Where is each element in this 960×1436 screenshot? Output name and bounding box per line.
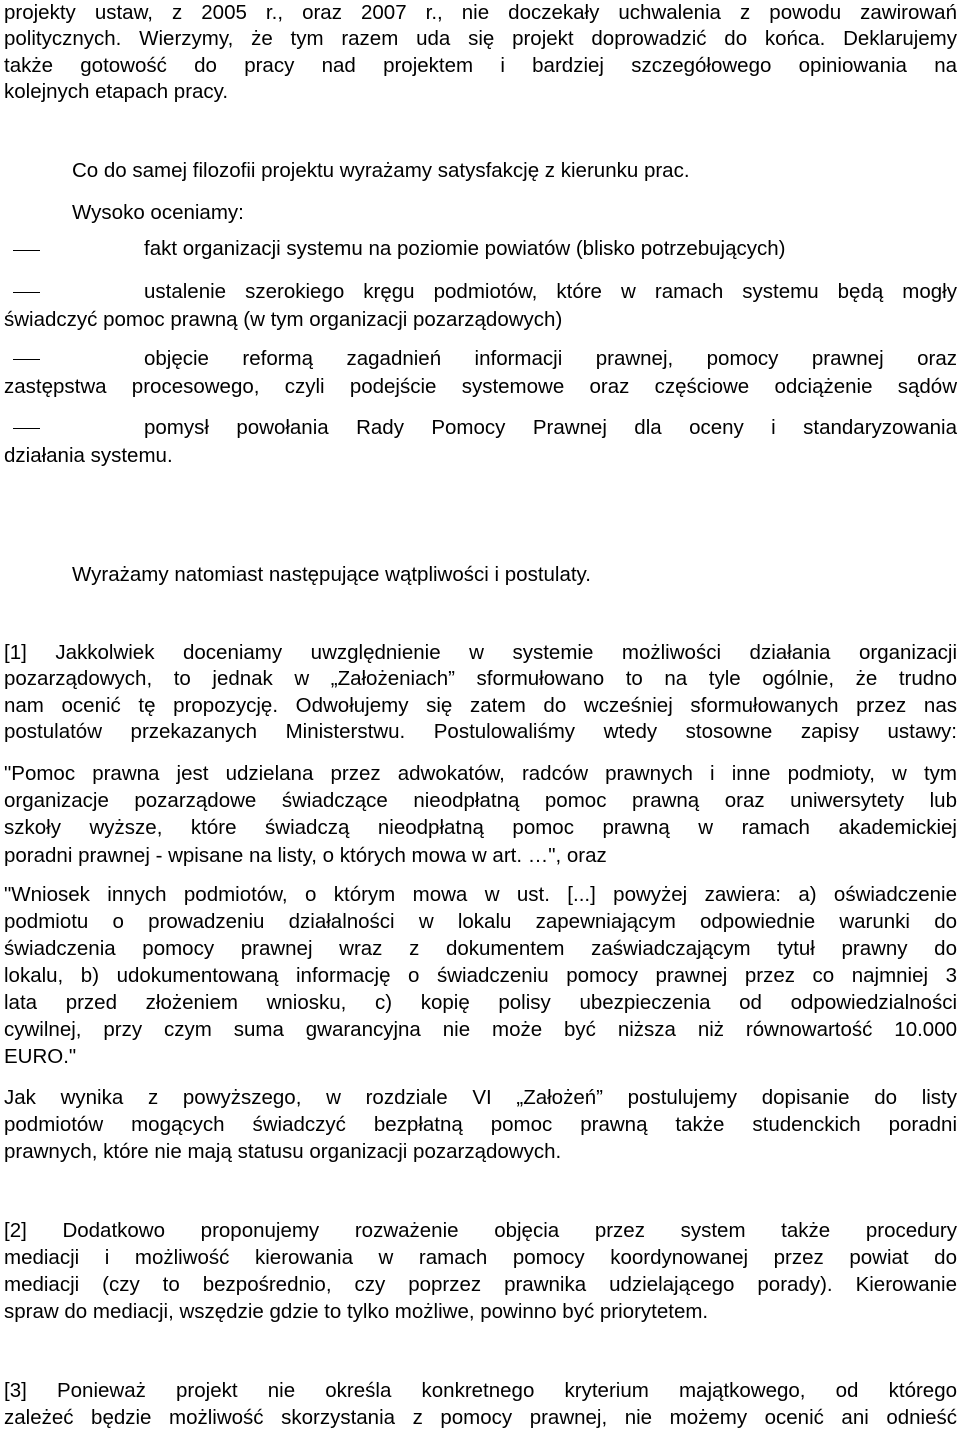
text-line: podmiotów mogących świadczyć bezpłatną pomoc prawną także studenckich poradni <box>4 1113 957 1136</box>
dash-bullet-icon <box>13 250 40 251</box>
text-line: świadczenia pomocy prawnej wraz z dokumentem zaświadczającym tytuł prawny do <box>4 937 957 960</box>
list-item: fakt organizacji systemu na poziomie powiatów (blisko potrzebujących) <box>144 237 786 260</box>
text-line: [1] Jakkolwiek doceniamy uwzględnienie w systemie możliwości działania organizacji <box>4 641 957 664</box>
text-line: nam ocenić tę propozycję. Odwołujemy się zatem do wcześniej sformułowanych przez nas <box>4 694 957 717</box>
text-line: politycznych. Wierzymy, że tym razem uda się projekt doprowadzić do końca. Deklarujemy <box>4 27 957 50</box>
text-line: podmiotu o prowadzeniu działalności w lokalu zapewniającym odpowiednie warunki do <box>4 910 957 933</box>
text-line: [2] Dodatkowo proponujemy rozważenie objęcia przez system także procedury <box>4 1219 957 1242</box>
text-line: projekty ustaw, z 2005 r., oraz 2007 r., nie doczekały uchwalenia z powodu zawirowań <box>4 1 957 24</box>
text-line: zależeć będzie możliwość skorzystania z pomocy prawnej, nie możemy ocenić ani odnieść <box>4 1406 957 1429</box>
text-line: postulatów przekazanych Ministerstwu. Postulowaliśmy wtedy stosowne zapisy ustawy: <box>4 720 957 743</box>
text-line: lata przed złożeniem wniosku, c) kopię polisy ubezpieczenia od odpowiedzialności <box>4 991 957 1014</box>
text-line: cywilnej, przy czym suma gwarancyjna nie może być niższa niż równowartość 10.000 <box>4 1018 957 1041</box>
dash-bullet-icon <box>13 428 40 429</box>
dash-bullet-icon <box>13 359 40 360</box>
text-line: prawnych, które nie mają statusu organizacji pozarządowych. <box>4 1140 562 1163</box>
text-line: organizacje pozarządowe świadczące nieodpłatną pomoc prawną oraz uniwersytety lub <box>4 789 957 812</box>
list-item: pomysł powołania Rady Pomocy Prawnej dla oceny i standaryzowania <box>144 416 957 439</box>
list-item: świadczyć pomoc prawną (w tym organizacji pozarządowych) <box>4 308 563 331</box>
section-heading: Wyrażamy natomiast następujące wątpliwości i postulaty. <box>72 563 591 586</box>
text-line: Co do samej filozofii projektu wyrażamy satysfakcję z kierunku prac. <box>72 159 690 182</box>
text-line: [3] Ponieważ projekt nie określa konkretnego kryterium majątkowego, od którego <box>4 1379 957 1402</box>
text-line: szkoły wyższe, które świadczą nieodpłatną pomoc prawną w ramach akademickiej <box>4 816 957 839</box>
section-heading: Wysoko oceniamy: <box>72 201 244 224</box>
text-line: pozarządowych, to jednak w „Założeniach” sformułowano to na tyle ogólnie, że trudno <box>4 667 957 690</box>
text-line: "Pomoc prawna jest udzielana przez adwokatów, radców prawnych i inne podmioty, w tym <box>4 762 957 785</box>
list-item: zastępstwa procesowego, czyli podejście systemowe oraz częściowe odciążenie sądów <box>4 375 957 398</box>
text-line: "Wniosek innych podmiotów, o którym mowa w ust. [...] powyżej zawiera: a) oświadczenie <box>4 883 957 906</box>
text-line: poradni prawnej - wpisane na listy, o których mowa w art. …", oraz <box>4 844 607 867</box>
list-item: działania systemu. <box>4 444 173 467</box>
text-line: EURO." <box>4 1045 77 1068</box>
text-line: spraw do mediacji, wszędzie gdzie to tylko możliwe, powinno być priorytetem. <box>4 1300 709 1323</box>
dash-bullet-icon <box>13 292 40 293</box>
text-line: mediacji (czy to bezpośrednio, czy poprzez prawnika udzielającego porady). Kierowanie <box>4 1273 957 1296</box>
text-line: mediacji i możliwość kierowania w ramach pomocy koordynowanej przez powiat do <box>4 1246 957 1269</box>
text-line: także gotowość do pracy nad projektem i bardziej szczegółowego opiniowania na <box>4 54 957 77</box>
list-item: ustalenie szerokiego kręgu podmiotów, które w ramach systemu będą mogły <box>144 280 957 303</box>
text-line: Jak wynika z powyższego, w rozdziale VI „Założeń” postulujemy dopisanie do listy <box>4 1086 957 1109</box>
text-line: kolejnych etapach pracy. <box>4 80 229 103</box>
text-line: lokalu, b) udokumentowaną informację o świadczeniu pomocy prawnej przez co najmniej 3 <box>4 964 957 987</box>
list-item: objęcie reformą zagadnień informacji prawnej, pomocy prawnej oraz <box>144 347 957 370</box>
